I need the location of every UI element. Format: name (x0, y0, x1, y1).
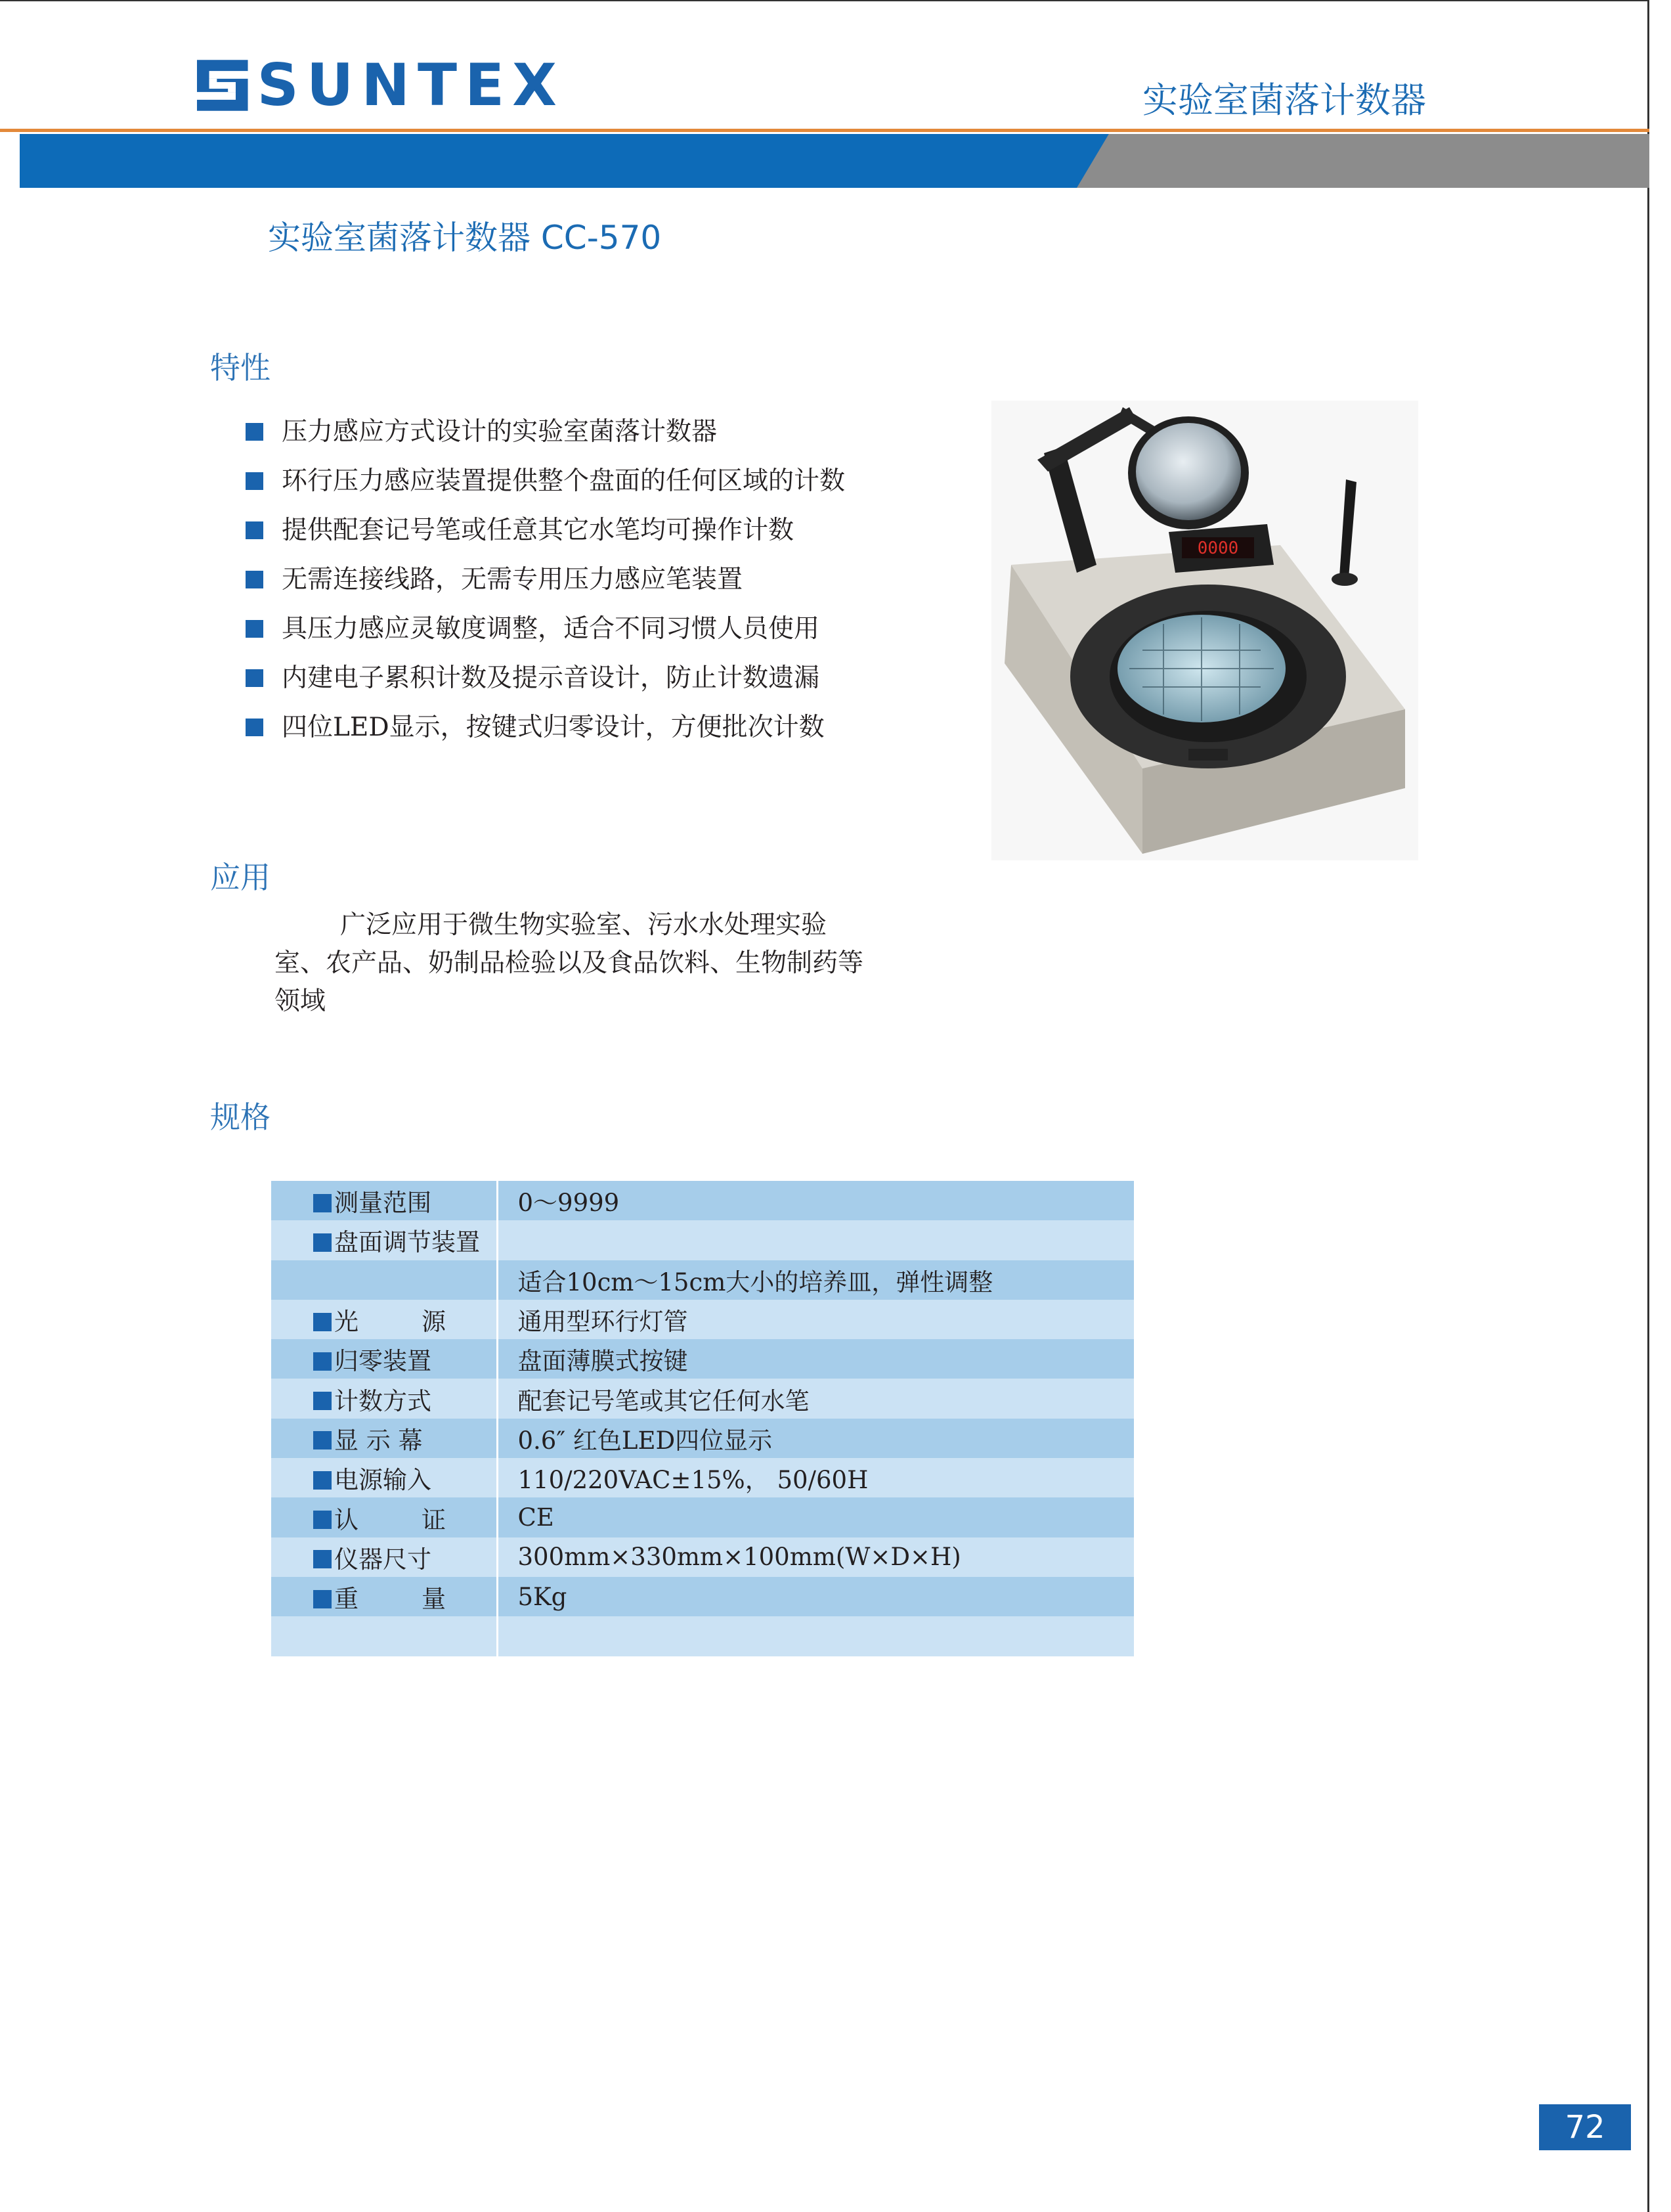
list-item: 具压力感应灵敏度调整，适合不同习惯人员使用 (246, 604, 845, 653)
product-title: 实验室菌落计数器 CC-570 (268, 219, 662, 257)
table-row: 仪器尺寸 300mm×330mm×100mm(W×D×H) (271, 1537, 1134, 1577)
table-row: 归零装置 盘面薄膜式按键 (271, 1339, 1134, 1379)
header-title: 实验室菌落计数器 (1142, 79, 1426, 121)
application-title: 应用 (210, 860, 271, 895)
square-bullet-icon (246, 620, 263, 638)
led-display: 0000 (1197, 539, 1239, 558)
header-divider (0, 129, 1649, 132)
square-bullet-icon (246, 472, 263, 490)
list-item: 无需连接线路，无需专用压力感应笔装置 (246, 555, 845, 604)
square-bullet-icon (313, 1511, 332, 1529)
square-bullet-icon (313, 1233, 332, 1252)
square-bullet-icon (246, 571, 263, 588)
table-row: 重 量 5Kg (271, 1577, 1134, 1616)
features-list (246, 407, 845, 752)
header-band-gray (1077, 134, 1649, 188)
table-row: 盘面调节装置 (271, 1220, 1134, 1260)
list-item: 四位LED显示，按键式归零设计，方便批次计数 (246, 703, 845, 752)
features-title: 特性 (210, 350, 271, 386)
application-text: 广泛应用于微生物实验室、污水水处理实验室、农产品、奶制品检验以及食品饮料、生物制药等领域 (274, 910, 864, 1016)
square-bullet-icon (313, 1313, 332, 1331)
square-bullet-icon (246, 521, 263, 539)
header-band-blue (20, 134, 1110, 188)
list-item: 提供配套记号笔或任意其它水笔均可操作计数 (246, 506, 845, 555)
square-bullet-icon (313, 1194, 332, 1212)
table-row: 计数方式 配套记号笔或其它任何水笔 (271, 1379, 1134, 1418)
specs-title: 规格 (210, 1099, 271, 1135)
table-row: 光 源 通用型环行灯管 (271, 1300, 1134, 1339)
square-bullet-icon (246, 423, 263, 441)
table-row: 电源输入 110/220VAC±15%， 50/60H (271, 1458, 1134, 1497)
spec-table (271, 1181, 1134, 1656)
square-bullet-icon (246, 669, 263, 687)
page-number: 72 (1539, 2104, 1631, 2150)
list-item: 压力感应方式设计的实验室菌落计数器 (246, 407, 845, 456)
table-row: 显 示 幕 0.6″ 红色LED四位显示 (271, 1419, 1134, 1458)
table-row (271, 1616, 1134, 1656)
square-bullet-icon (313, 1550, 332, 1568)
colony-counter-photo (991, 401, 1418, 860)
table-row: 适合10cm～15cm大小的培养皿，弹性调整 (271, 1260, 1134, 1300)
table-row: 测量范围 0～9999 (271, 1181, 1134, 1220)
square-bullet-icon (313, 1352, 332, 1371)
square-bullet-icon (313, 1431, 332, 1449)
square-bullet-icon (313, 1471, 332, 1490)
suntex-s-logo-icon (197, 55, 248, 116)
square-bullet-icon (313, 1392, 332, 1410)
list-item: 内建电子累积计数及提示音设计，防止计数遗漏 (246, 653, 845, 703)
table-row: 认 证 CE (271, 1497, 1134, 1537)
list-item: 环行压力感应装置提供整个盘面的任何区域的计数 (246, 456, 845, 506)
square-bullet-icon (246, 719, 263, 736)
suntex-logo (197, 53, 565, 118)
square-bullet-icon (313, 1590, 332, 1608)
logo-text: SUNTEX (257, 51, 565, 119)
